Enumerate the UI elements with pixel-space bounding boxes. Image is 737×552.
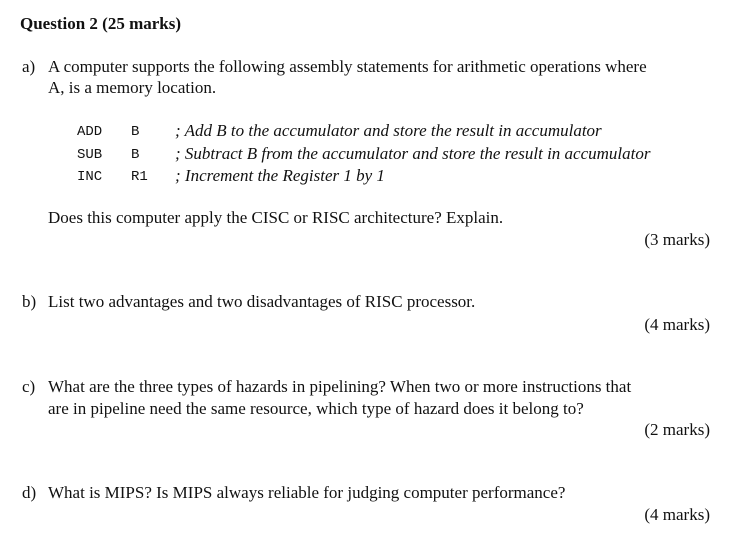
part-c-letter: c)	[22, 377, 36, 396]
part-b-line-1: List two advantages and two disadvantages of RISC processor.	[48, 292, 476, 311]
part-a-letter: a)	[22, 57, 36, 76]
part-a-marks: (3 marks)	[644, 230, 710, 249]
part-c-line-1: What are the three types of hazards in pipelining? When two or more instructions that	[48, 377, 632, 396]
part-d-marks: (4 marks)	[644, 505, 710, 524]
code-op: ADD	[77, 124, 103, 140]
part-a-line-1: A computer supports the following assembly statements for arithmetic operations where	[48, 57, 647, 76]
code-arg: B	[131, 124, 140, 140]
code-op: SUB	[77, 147, 103, 163]
code-arg: B	[131, 147, 140, 163]
code-comment: ; Subtract B from the accumulator and store the result in accumulator	[175, 144, 651, 163]
code-comment: ; Increment the Register 1 by 1	[175, 166, 385, 185]
code-op: INC	[77, 169, 103, 185]
part-a-question: Does this computer apply the CISC or RISC architecture? Explain.	[48, 208, 504, 227]
code-arg: R1	[131, 169, 148, 185]
part-d-letter: d)	[22, 483, 37, 502]
part-a-line-2: A, is a memory location.	[48, 78, 217, 97]
code-comment: ; Add B to the accumulator and store the result in accumulator	[175, 121, 602, 140]
part-b-marks: (4 marks)	[644, 315, 710, 334]
part-c-line-2: are in pipeline need the same resource, which type of hazard does it belong to?	[48, 399, 584, 418]
part-b-letter: b)	[22, 292, 37, 311]
part-d-line-1: What is MIPS? Is MIPS always reliable for judging computer performance?	[48, 483, 566, 502]
part-c-marks: (2 marks)	[644, 420, 710, 439]
question-title: Question 2 (25 marks)	[20, 14, 182, 33]
